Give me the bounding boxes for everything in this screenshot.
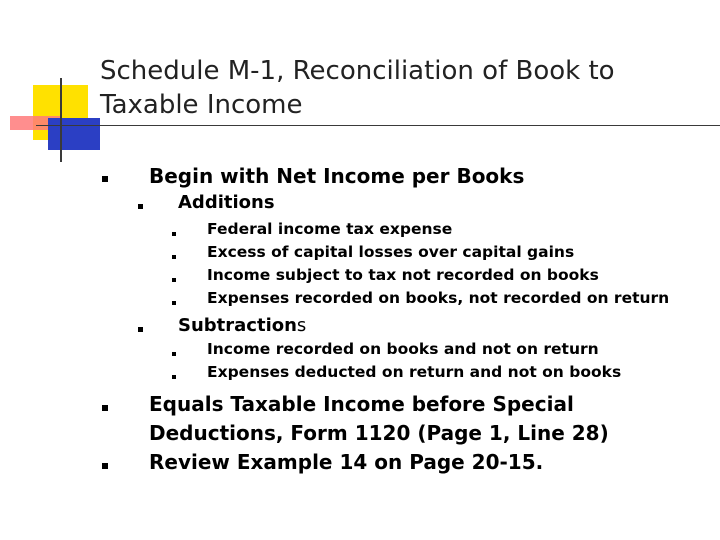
- list-item: Income recorded on books and not on return: [207, 340, 599, 358]
- slide-title: Schedule M-1, Reconciliation of Book to Taxable Income: [100, 56, 615, 120]
- bullet-icon: [172, 278, 176, 282]
- review-item: Review Example 14 on Page 20-15.: [149, 450, 544, 474]
- bullet-icon: [172, 255, 176, 259]
- bullet-icon: [102, 405, 108, 411]
- bullet-icon: [138, 204, 143, 209]
- equals-item: Equals Taxable Income before Special Deductions, Form 1120 (Page 1, Line 28): [149, 392, 609, 445]
- list-item: Expenses recorded on books, not recorded on return: [207, 289, 670, 307]
- subtractions-label-rest: s: [296, 315, 307, 336]
- bullet-icon: [172, 232, 176, 236]
- list-item: Income subject to tax not recorded on books: [207, 266, 599, 284]
- subtractions-label: [178, 315, 306, 336]
- bullet-icon: [172, 375, 176, 379]
- subtractions-label-bold: Subtraction: [178, 315, 297, 336]
- begin-item: Begin with Net Income per Books: [149, 164, 525, 188]
- bullet-icon: [172, 352, 176, 356]
- decor-horizontal-line: [36, 125, 720, 126]
- bullet-icon: [172, 301, 176, 305]
- bullet-icon: [138, 327, 143, 332]
- decor-vertical-line: [60, 78, 62, 162]
- decor-blue-square: [48, 118, 100, 150]
- bullet-icon: [102, 176, 108, 182]
- list-item: Expenses deducted on return and not on books: [207, 363, 622, 381]
- list-item: Federal income tax expense: [207, 220, 453, 238]
- additions-label: Additions: [178, 192, 275, 213]
- bullet-icon: [102, 463, 108, 469]
- list-item: Excess of capital losses over capital gains: [207, 243, 575, 261]
